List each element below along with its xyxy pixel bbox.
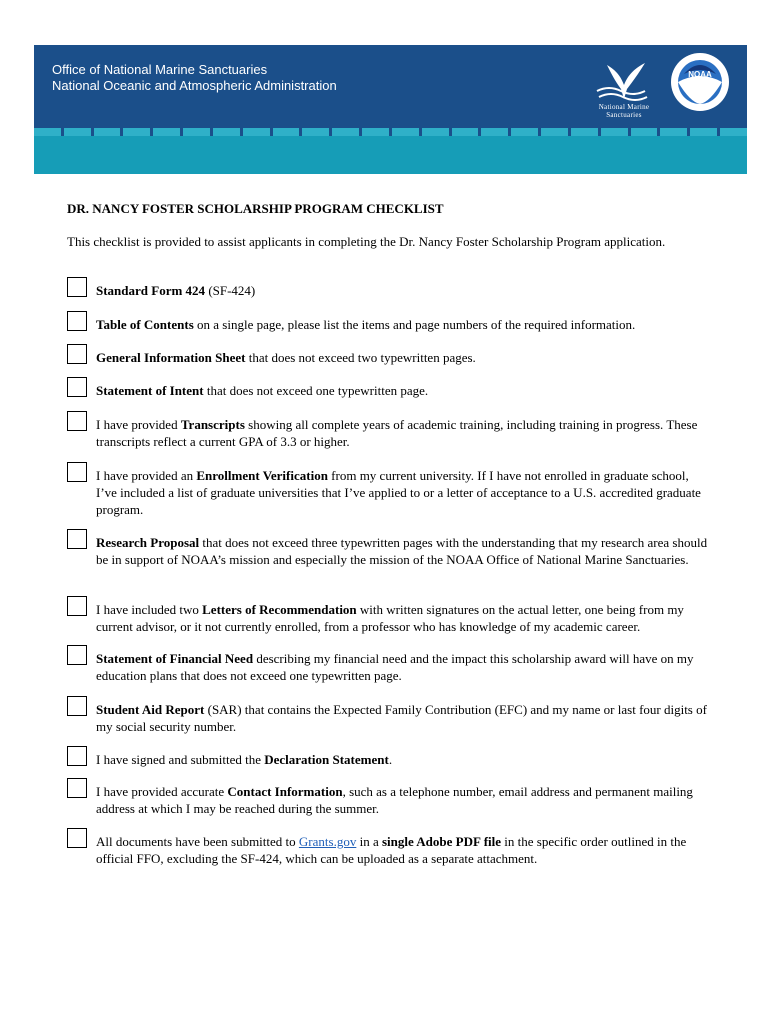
checklist-item-text: Statement of Intent that does not exceed one typewritten page. [96, 383, 429, 398]
checkbox[interactable] [67, 778, 87, 798]
checklist-item-text: I have provided Transcripts showing all complete years of academic training, including training in progress. These transcripts reflect a current GPA of 3.3 or higher. [96, 417, 698, 449]
header-banner [34, 45, 747, 174]
noaa-seal-icon [670, 52, 730, 112]
checklist-item-text: Student Aid Report (SAR) that contains the Expected Family Contribution (EFC) and my name or last four digits of my social security number. [96, 702, 707, 734]
checkbox[interactable] [67, 377, 87, 397]
checkbox[interactable] [67, 746, 87, 766]
grants-gov-link[interactable]: Grants.gov [298, 834, 357, 849]
checklist-item-text: I have provided accurate Contact Information, such as a telephone number, email address and permanent mailing address at which I may be reached during the summer. [96, 784, 693, 816]
checklist-item-text: Standard Form 424 (SF-424) [96, 283, 256, 298]
header-line-1: Office of National Marine Sanctuaries [52, 62, 268, 77]
checkbox[interactable] [67, 596, 87, 616]
sanctuaries-logo-label [576, 103, 672, 119]
checkbox[interactable] [67, 311, 87, 331]
checkbox[interactable] [67, 277, 87, 297]
header-line-2: National Oceanic and Atmospheric Administration [52, 78, 337, 93]
checklist-item-text: Statement of Financial Need describing my financial need and the impact this scholarship award will have on my education plans that does not exceed one typewritten page. [96, 651, 694, 683]
checklist-item-text: I have signed and submitted the Declaration Statement. [96, 752, 393, 767]
document-body [67, 201, 717, 260]
checkbox[interactable] [67, 645, 87, 665]
header-text [52, 62, 337, 94]
checkbox[interactable] [67, 411, 87, 431]
document-intro: This checklist is provided to assist applicants in completing the Dr. Nancy Foster Scholarship Program application. [67, 234, 666, 249]
checkbox[interactable] [67, 462, 87, 482]
checklist-item-text: I have provided an Enrollment Verification from my current university. If I have not enrolled in graduate school, I’ve included a list of graduate universities that I’ve applied to or a letter of acceptance to a U.S. accredited graduate program. [96, 468, 701, 517]
banner-stripe [34, 128, 747, 136]
checkbox[interactable] [67, 529, 87, 549]
checkbox[interactable] [67, 344, 87, 364]
checkbox[interactable] [67, 828, 87, 848]
noaa-seal-label: NOAA [688, 70, 712, 79]
checklist-item-text: I have included two Letters of Recommendation with written signatures on the actual letter, one being from my current advisor, or it not currently enrolled, from a professor who has knowledge of my academic career. [96, 602, 684, 634]
checklist-item-text: Research Proposal that does not exceed three typewritten pages with the understanding that my research area should be in support of NOAA’s mission and especially the mission of the NOAA Office of National Marine Sanctuaries. [96, 535, 708, 567]
sanctuaries-label-line-1: National Marine [598, 103, 650, 111]
checklist-item-text: Table of Contents on a single page, please list the items and page numbers of the required information. [96, 317, 636, 332]
document-title: DR. NANCY FOSTER SCHOLARSHIP PROGRAM CHECKLIST [67, 201, 444, 216]
sanctuaries-label-line-2: Sanctuaries [606, 111, 642, 119]
checklist-item-text: General Information Sheet that does not exceed two typewritten pages. [96, 350, 476, 365]
checklist-item-text: All documents have been submitted to Grants.gov in a single Adobe PDF file in the specific order outlined in the official FFO, excluding the SF-424, which can be uploaded as a separate attachment. [96, 834, 687, 866]
checkbox[interactable] [67, 696, 87, 716]
banner-bottom-band [34, 136, 747, 174]
